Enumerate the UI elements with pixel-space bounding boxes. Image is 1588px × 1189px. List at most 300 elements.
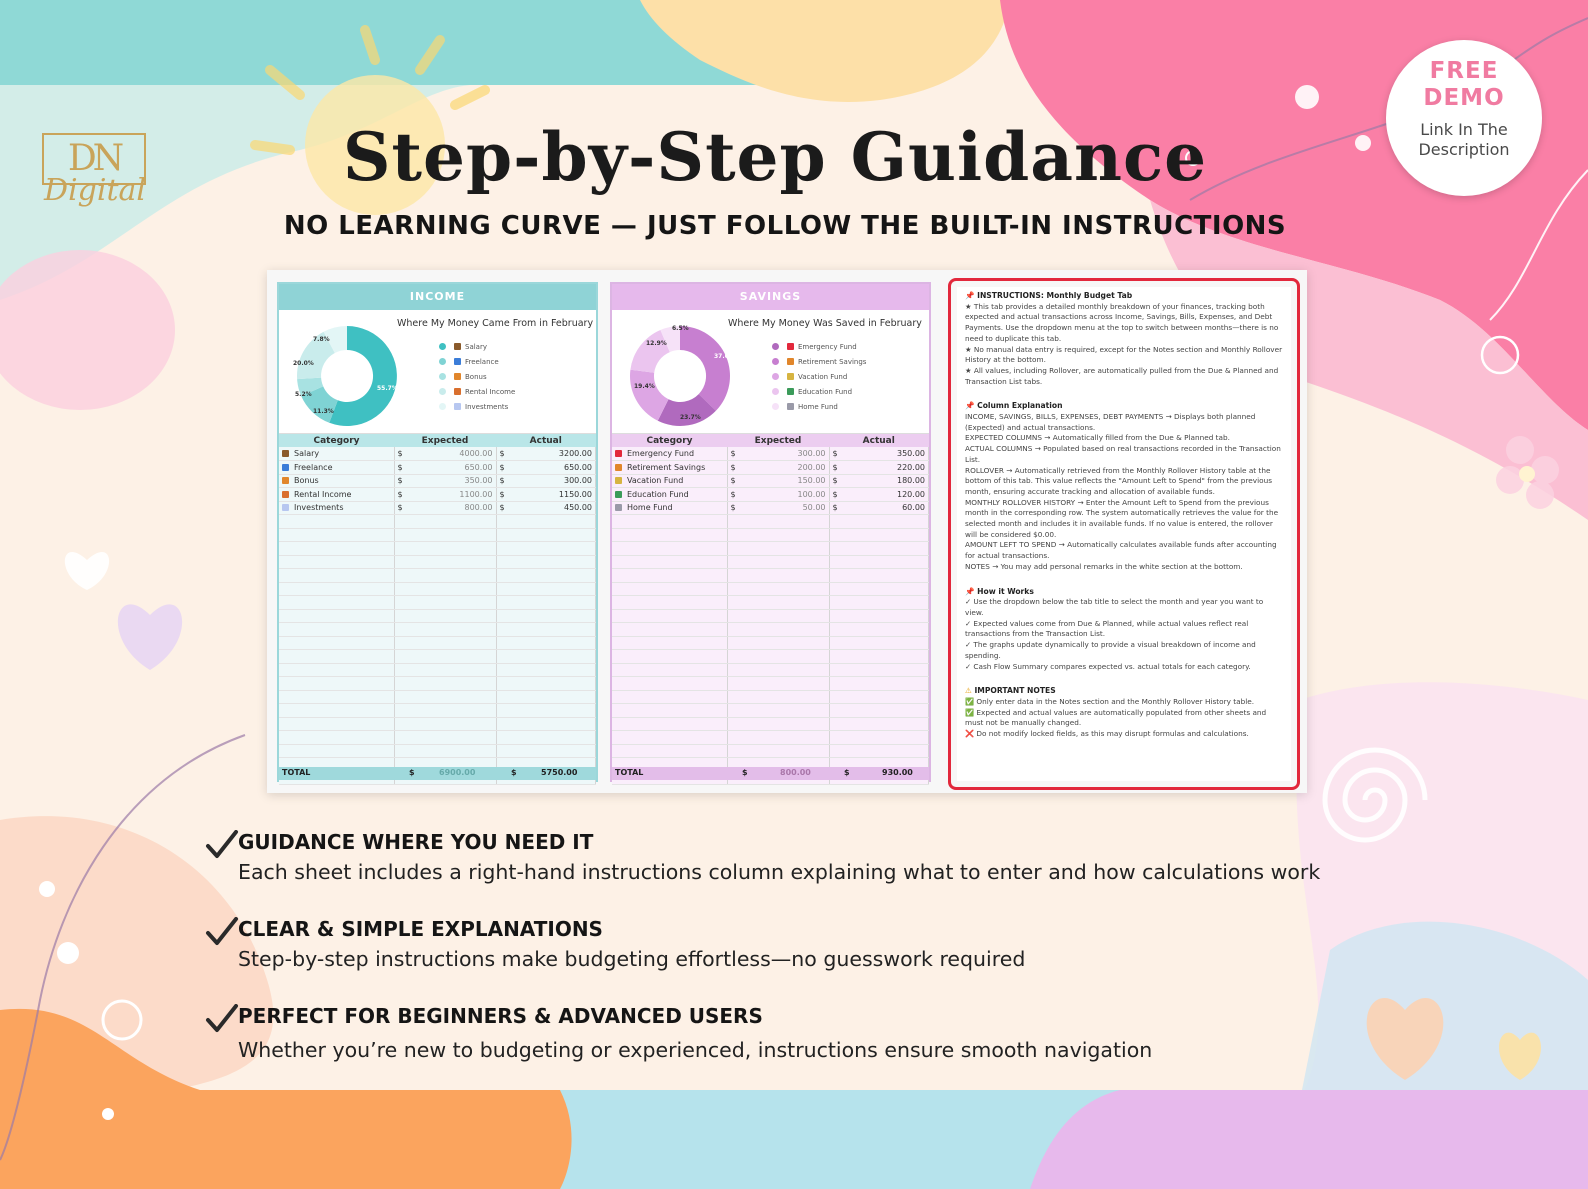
empty-cell [496,542,510,556]
empty-cell [829,690,843,704]
warning-icon: ⚠ [965,686,972,696]
empty-cell [829,609,843,623]
currency-cell: $ [829,447,843,461]
category-label: Investments [294,503,344,513]
category-label: Education Fund [627,489,689,499]
empty-cell [612,582,727,596]
feature-description: Whether you’re new to budgeting or experienced, instructions ensure smooth navigation [238,1038,1153,1062]
empty-cell [496,528,510,542]
savings-label-2: 12.9% [646,340,667,347]
income-total-row [279,767,596,780]
column-header-actual: Actual [496,434,596,447]
table-row [612,582,929,596]
table-row [279,501,596,515]
empty-cell [843,677,929,691]
income-legend-item: Rental Income [439,385,515,400]
empty-cell [279,542,394,556]
table-row [612,461,929,475]
important-notes-title: ⚠ IMPORTANT NOTES [965,686,1056,696]
empty-cell [394,569,408,583]
empty-cell [829,636,843,650]
empty-cell [829,515,843,529]
empty-cell [510,744,596,758]
currency-cell: $ [727,447,741,461]
table-row [279,704,596,718]
currency-cell: $ [727,488,741,502]
table-row [612,650,929,664]
empty-cell [612,569,727,583]
empty-cell [510,609,596,623]
income-label-4: 11.3% [313,408,334,415]
empty-cell [843,636,929,650]
empty-cell [612,528,727,542]
table-row [279,461,596,475]
empty-cell [843,650,929,664]
category-icon [282,450,289,457]
category-label: Rental Income [294,489,352,499]
badge-link-text: Link In The [1420,120,1508,139]
empty-cell [279,717,394,731]
empty-cell [843,582,929,596]
empty-cell [829,596,843,610]
table-row [279,717,596,731]
empty-cell [612,623,727,637]
savings-header: SAVINGS [612,284,929,310]
empty-cell [829,717,843,731]
empty-cell [843,542,929,556]
category-icon [615,477,622,484]
table-row [279,582,596,596]
column-header-expected: Expected [394,434,496,447]
currency-cell: $ [496,447,510,461]
category-cell [279,488,394,502]
empty-cell [408,663,496,677]
empty-cell [394,515,408,529]
empty-cell [279,582,394,596]
empty-cell [741,542,829,556]
empty-cell [394,744,408,758]
spreadsheet-preview [267,270,1307,793]
column-header-actual: Actual [829,434,929,447]
empty-cell [279,555,394,569]
empty-cell [727,677,741,691]
table-row [612,474,929,488]
category-icon [615,504,622,511]
income-table [279,434,596,785]
income-legend [439,340,515,415]
currency-cell: $ [394,461,408,475]
empty-cell [394,555,408,569]
instruction-line: ★ No manual data entry is required, except for the Notes section and Monthly Rollover History at the bottom. [965,344,1283,365]
empty-cell [741,582,829,596]
empty-cell [727,555,741,569]
instruction-line: ROLLOVER → Automatically retrieved from the Monthly Rollover History table at the bottom of this tab. This value reflects the "Amount Left to Spend" from the previous month, ensuring accurate tracking and allocation of available funds. [965,465,1273,496]
savings-label-4: 19.4% [634,383,655,390]
empty-cell [829,650,843,664]
empty-cell [829,677,843,691]
empty-cell [496,623,510,637]
empty-cell [408,582,496,596]
category-label: Retirement Savings [627,462,706,472]
table-row [612,542,929,556]
income-label-5: 55.7% [377,385,398,392]
table-row [612,677,929,691]
category-icon [615,491,622,498]
empty-cell [394,582,408,596]
savings-legend-item: Education Fund [772,385,866,400]
empty-cell [612,704,727,718]
free-demo-badge[interactable] [1386,40,1542,196]
instruction-line: EXPECTED COLUMNS → Automatically filled from the Due & Planned tab. [965,433,1230,443]
savings-legend-item: Vacation Fund [772,370,866,385]
table-row [279,623,596,637]
income-legend-item: Freelance [439,355,515,370]
actual-cell: 1150.00 [510,488,596,502]
category-icon [615,464,622,471]
empty-cell [843,569,929,583]
table-row [279,636,596,650]
table-row [612,609,929,623]
category-label: Salary [294,449,320,458]
empty-cell [741,623,829,637]
empty-cell [843,704,929,718]
empty-cell [510,596,596,610]
empty-cell [279,569,394,583]
empty-cell [843,528,929,542]
income-total-currency: $ [511,768,517,777]
currency-cell: $ [829,501,843,515]
table-row [612,636,929,650]
empty-cell [408,596,496,610]
savings-total-currency: $ [742,768,748,777]
page-subtitle: NO LEARNING CURVE — JUST FOLLOW THE BUILT-IN INSTRUCTIONS [283,211,1287,241]
table-row [279,663,596,677]
currency-cell: $ [829,488,843,502]
empty-cell [510,636,596,650]
income-chart [279,310,596,434]
table-row [279,542,596,556]
table-row [612,515,929,529]
empty-cell [279,609,394,623]
currency-cell: $ [727,461,741,475]
empty-cell [727,528,741,542]
actual-cell: 60.00 [843,501,929,515]
empty-cell [496,744,510,758]
empty-cell [394,704,408,718]
empty-cell [279,650,394,664]
empty-cell [829,704,843,718]
empty-cell [829,582,843,596]
empty-cell [612,636,727,650]
empty-cell [394,623,408,637]
expected-cell: 1100.00 [408,488,496,502]
empty-cell [843,515,929,529]
empty-cell [510,623,596,637]
empty-cell [741,609,829,623]
empty-cell [279,528,394,542]
badge-demo: DEMO [1423,85,1505,111]
actual-cell: 220.00 [843,461,929,475]
table-row [279,690,596,704]
table-row [279,744,596,758]
empty-cell [496,717,510,731]
column-explanation-title: 📌 Column Explanation [965,401,1063,411]
empty-cell [510,717,596,731]
savings-label-3: 37.6% [714,353,735,360]
empty-cell [741,717,829,731]
savings-sheet [610,282,931,782]
empty-cell [496,609,510,623]
income-donut-chart [289,318,405,434]
savings-total-currency: $ [844,768,850,777]
empty-cell [843,596,929,610]
category-cell [612,501,727,515]
empty-cell [612,515,727,529]
income-legend-item: Salary [439,340,515,355]
empty-cell [408,542,496,556]
empty-cell [829,542,843,556]
table-row [279,569,596,583]
income-legend-item: Investments [439,400,515,415]
savings-legend-item: Home Fund [772,400,866,415]
empty-cell [510,515,596,529]
feature-heading: CLEAR & SIMPLE EXPLANATIONS [238,917,603,941]
empty-cell [394,609,408,623]
instruction-line: ACTUAL COLUMNS → Populated based on real transactions recorded in the Transaction List. [965,444,1281,464]
savings-total-actual: 930.00 [882,768,913,777]
empty-cell [394,717,408,731]
empty-cell [510,677,596,691]
table-row [279,609,596,623]
badge-description-text: Description [1418,140,1510,159]
empty-cell [727,650,741,664]
expected-cell: 300.00 [741,447,829,461]
table-row [612,623,929,637]
empty-cell [394,636,408,650]
category-cell [279,447,394,461]
category-label: Vacation Fund [627,476,684,486]
empty-cell [496,663,510,677]
category-label: Emergency Fund [627,449,695,458]
table-row [279,555,596,569]
table-row [279,488,596,502]
table-row [279,528,596,542]
column-header-expected: Expected [727,434,829,447]
savings-total-label: TOTAL [615,768,644,777]
empty-cell [727,542,741,556]
empty-cell [496,515,510,529]
currency-cell: $ [394,501,408,515]
table-row [612,731,929,745]
savings-label-1: 6.5% [672,325,689,332]
empty-cell [829,744,843,758]
empty-cell [727,623,741,637]
expected-cell: 100.00 [741,488,829,502]
empty-cell [727,704,741,718]
empty-cell [741,704,829,718]
empty-cell [496,636,510,650]
currency-cell: $ [496,461,510,475]
actual-cell: 300.00 [510,474,596,488]
savings-legend-item: Retirement Savings [772,355,866,370]
instruction-line: ✓ Use the dropdown below the tab title to select the month and year you want to view. [965,597,1264,617]
empty-cell [741,650,829,664]
empty-cell [829,528,843,542]
category-cell [612,474,727,488]
savings-donut-chart [622,318,738,434]
income-sheet [277,282,598,782]
expected-cell: 200.00 [741,461,829,475]
empty-cell [408,690,496,704]
empty-cell [829,731,843,745]
income-label-1: 7.8% [313,336,330,343]
empty-cell [394,596,408,610]
instruction-line: ✅ Only enter data in the Notes section and the Monthly Rollover History table. [965,696,1255,706]
table-row [279,731,596,745]
empty-cell [727,717,741,731]
empty-cell [829,623,843,637]
empty-cell [829,569,843,583]
currency-cell: $ [496,474,510,488]
savings-legend-item: Emergency Fund [772,340,866,355]
column-header-category: Category [279,434,394,447]
currency-cell: $ [394,488,408,502]
currency-cell: $ [496,488,510,502]
checkmark-icon [205,1004,239,1034]
instruction-line: NOTES → You may add personal remarks in the white section at the bottom. [965,561,1243,571]
savings-table [612,434,929,785]
empty-cell [279,690,394,704]
table-row [612,704,929,718]
expected-cell: 800.00 [408,501,496,515]
income-label-2: 20.0% [293,360,314,367]
expected-cell: 150.00 [741,474,829,488]
how-it-works-title: 📌 How it Works [965,586,1034,596]
income-legend-item: Bonus [439,370,515,385]
currency-cell: $ [727,474,741,488]
badge-free: FREE [1429,58,1499,84]
savings-total-row [612,767,929,780]
checkmark-icon [205,917,239,947]
empty-cell [408,677,496,691]
empty-cell [727,636,741,650]
savings-total-expected: 800.00 [780,768,811,777]
empty-cell [612,650,727,664]
empty-cell [279,636,394,650]
empty-cell [496,569,510,583]
instructions-column [948,278,1300,790]
empty-cell [510,650,596,664]
actual-cell: 650.00 [510,461,596,475]
empty-cell [408,650,496,664]
empty-cell [843,717,929,731]
empty-cell [843,609,929,623]
empty-cell [727,515,741,529]
empty-cell [510,704,596,718]
empty-cell [741,636,829,650]
empty-cell [829,555,843,569]
instructions-content [957,287,1291,781]
income-total-label: TOTAL [282,768,311,777]
income-chart-title: Where My Money Came From in February [397,318,594,329]
category-icon [282,504,289,511]
empty-cell [727,582,741,596]
checkmark-icon [205,830,239,860]
empty-cell [394,542,408,556]
empty-cell [496,704,510,718]
empty-cell [496,582,510,596]
pin-icon: 📌 [965,291,975,300]
empty-cell [279,596,394,610]
empty-cell [408,555,496,569]
category-cell [279,461,394,475]
instruction-line: ✓ Cash Flow Summary compares expected vs. actual totals for each category. [965,661,1251,671]
empty-cell [727,690,741,704]
currency-cell: $ [829,461,843,475]
empty-cell [408,569,496,583]
empty-cell [727,663,741,677]
table-row [612,717,929,731]
empty-cell [727,596,741,610]
category-cell [612,488,727,502]
currency-cell: $ [496,501,510,515]
empty-cell [394,650,408,664]
category-cell [612,461,727,475]
empty-cell [843,555,929,569]
actual-cell: 120.00 [843,488,929,502]
empty-cell [394,731,408,745]
empty-cell [612,542,727,556]
empty-cell [510,582,596,596]
instruction-line: ✓ The graphs update dynamically to provide a visual breakdown of income and spending. [965,640,1256,660]
income-total-expected: 6900.00 [439,768,476,777]
empty-cell [510,690,596,704]
expected-cell: 650.00 [408,461,496,475]
table-row [612,447,929,461]
table-row [279,447,596,461]
empty-cell [727,744,741,758]
instruction-line: ★ This tab provides a detailed monthly breakdown of your finances, tracking both expected and actual transactions across Income, Savings, Bills, Expenses, and Debt Payments. Use the dropdown menu at the top to switch between months—there is no need to duplicate this tab. [965,301,1279,343]
empty-cell [843,663,929,677]
actual-cell: 3200.00 [510,447,596,461]
empty-cell [741,569,829,583]
empty-cell [612,717,727,731]
table-row [612,501,929,515]
empty-cell [279,677,394,691]
empty-cell [394,677,408,691]
savings-slice-retirement [680,326,730,411]
empty-cell [741,744,829,758]
logo-monogram: DN [42,133,146,185]
empty-cell [843,623,929,637]
empty-cell [496,690,510,704]
empty-cell [408,717,496,731]
empty-cell [727,609,741,623]
actual-cell: 450.00 [510,501,596,515]
category-icon [282,477,289,484]
category-label: Freelance [294,462,333,472]
actual-cell: 350.00 [843,447,929,461]
empty-cell [394,528,408,542]
empty-cell [279,515,394,529]
empty-cell [727,569,741,583]
empty-cell [394,690,408,704]
table-row [612,569,929,583]
pin-icon: 📌 [965,586,975,596]
table-row [612,555,929,569]
empty-cell [612,555,727,569]
currency-cell: $ [394,474,408,488]
